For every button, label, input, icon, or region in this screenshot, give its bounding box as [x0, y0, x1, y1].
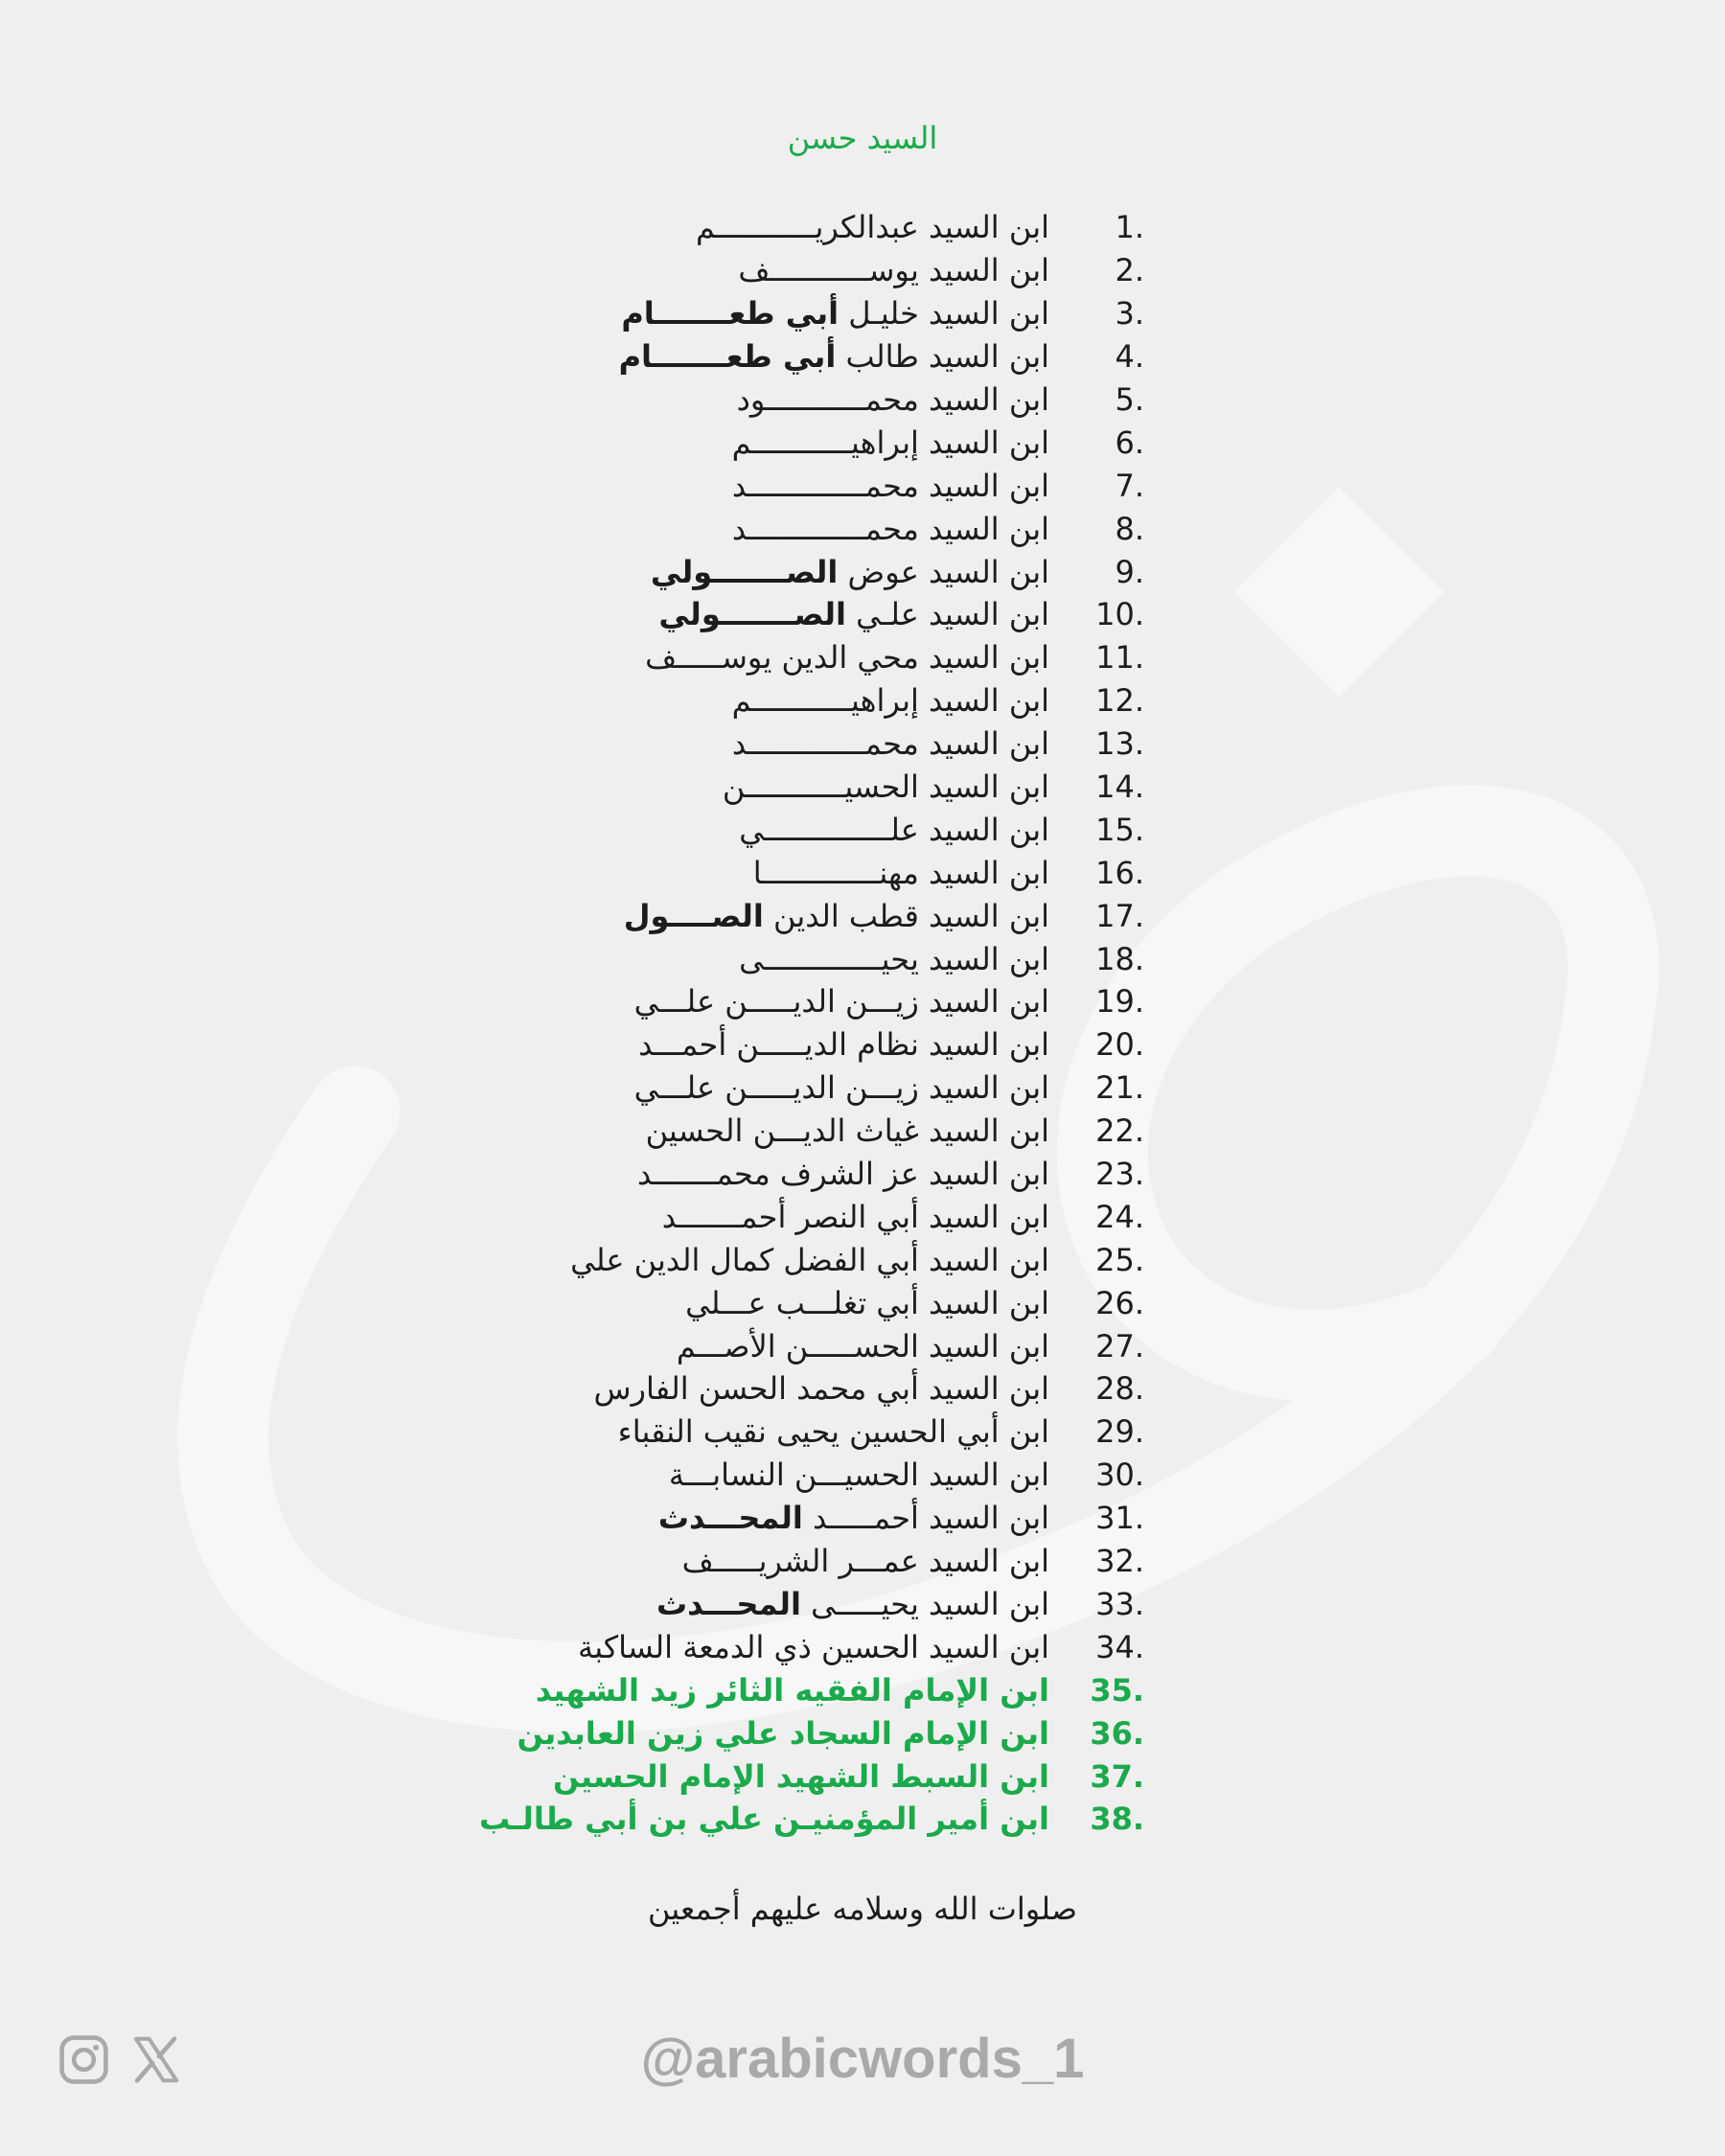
list-item [575, 507, 1150, 550]
item-number: 26. [1095, 1284, 1144, 1321]
list-item [575, 421, 1150, 464]
item-text [551, 1543, 1049, 1579]
item-number: 10. [1095, 596, 1144, 633]
item-text [551, 1328, 1049, 1365]
item-text-main: ابن السيد أبي تغلـــب عـــلي [685, 1284, 1049, 1321]
list-item [575, 1153, 1150, 1196]
item-text [551, 1199, 1049, 1235]
item-number: 9. [1115, 553, 1144, 590]
item-text-main: ابن السيد الحسين ذي الدمعة الساكبة [578, 1628, 1049, 1665]
item-number: 37. [1090, 1757, 1144, 1795]
item-text-main: ابن السيد محمـــــــــــود [736, 381, 1049, 418]
item-text-main: ابن أبي الحسين يحيى نقيب النقباء [617, 1413, 1049, 1451]
list-item [575, 378, 1150, 422]
item-text [551, 338, 1049, 375]
item-text-bold: الصـــــــولي [650, 553, 839, 590]
item-text [551, 768, 1049, 805]
list-item [575, 550, 1150, 593]
list-item [479, 1798, 1150, 1841]
item-text-main: ابن السيد مهنـــــــــــــا [752, 854, 1049, 891]
list-item [575, 1583, 1150, 1626]
item-number: 5. [1115, 381, 1144, 418]
item-number: 17. [1095, 897, 1144, 934]
item-number: 11. [1095, 639, 1144, 677]
list-item [535, 1668, 1150, 1711]
item-number: 13. [1095, 725, 1144, 763]
item-text-main: ابن السيد أبي الفضل كمال الدين علي [570, 1241, 1049, 1278]
item-text-main: ابن أمير المؤمنيـن علي بن أبي طالـب [479, 1800, 1049, 1838]
item-text [551, 1285, 1049, 1321]
item-text [551, 812, 1049, 848]
list-item [517, 1711, 1150, 1755]
closing-blessing: صلوات الله وسلامه عليهم أجمعين [647, 1891, 1078, 1927]
item-text [551, 554, 1049, 590]
item-text-main: ابن السيد محي الدين يوســـــف [645, 639, 1049, 677]
item-text-main: ابن السيد طالب [845, 338, 1049, 376]
item-number: 21. [1095, 1069, 1144, 1107]
item-number: 6. [1115, 424, 1144, 461]
item-number: 30. [1095, 1456, 1144, 1494]
item-text-bold: أبي طعـــــــام [621, 295, 840, 333]
item-text-main: ابن السيد غياث الديـــن الحسين [645, 1112, 1049, 1150]
item-text-main: ابن السيد عز الشرف محمـــــــد [637, 1156, 1049, 1193]
item-text [551, 1629, 1049, 1665]
item-number: 18. [1095, 940, 1144, 977]
list-item [575, 679, 1150, 722]
item-text [551, 1758, 1049, 1795]
item-text [551, 468, 1049, 504]
item-text-main: ابن السيد عوض [847, 553, 1049, 590]
item-text [551, 1413, 1049, 1450]
item-text-bold: الصـــــــولي [658, 596, 846, 633]
item-text-main: ابن الإمام الفقيه الثائر زيد الشهيد [535, 1671, 1049, 1709]
item-number: 20. [1095, 1026, 1144, 1064]
item-text [551, 1026, 1049, 1063]
list-item [575, 766, 1150, 809]
item-text-main: ابن السيد قطب الدين [773, 897, 1049, 934]
item-text [551, 424, 1049, 461]
item-text-main: ابن السيد إبراهيـــــــــــم [731, 682, 1049, 720]
item-number: 16. [1095, 854, 1144, 891]
list-item [575, 1411, 1150, 1454]
item-number: 22. [1095, 1112, 1144, 1150]
item-text [551, 1586, 1049, 1622]
list-item [575, 1067, 1150, 1110]
item-text-main: ابن السيد نظام الديـــــن أحمـــد [638, 1026, 1049, 1064]
list-item [575, 1023, 1150, 1067]
item-text [517, 1714, 1049, 1752]
item-text-main: ابن السيد الحسيـــــــــــن [722, 768, 1049, 806]
item-text [551, 725, 1049, 762]
item-number: 25. [1095, 1241, 1144, 1278]
item-number: 19. [1095, 983, 1144, 1021]
list-item [575, 851, 1150, 894]
item-number: 7. [1115, 467, 1144, 504]
item-text-main: ابن السيد إبراهيـــــــــــم [731, 424, 1049, 461]
page-title: السيد حسن [787, 120, 938, 156]
item-text-main: ابن السيد خليـل [848, 295, 1049, 333]
item-text-main: ابن السيد أحمـــــد [813, 1500, 1049, 1537]
item-text [551, 855, 1049, 891]
item-text-main: ابن السيد أبي النصر أحمـــــــد [661, 1198, 1049, 1235]
list-item [575, 292, 1150, 335]
list-item [575, 464, 1150, 507]
list-item [575, 335, 1150, 378]
list-item [575, 808, 1150, 851]
item-text-main: ابن السيد يحيـــــى [811, 1585, 1049, 1622]
item-text-main: ابن السيد عمـــر الشريـــــف [681, 1543, 1049, 1580]
item-text [551, 1456, 1049, 1493]
item-text [551, 639, 1049, 676]
list-item [575, 1367, 1150, 1411]
item-text [551, 596, 1049, 632]
item-text-main: ابن السيد زيـــن الديـــــن علـــي [633, 983, 1049, 1021]
item-text-main: ابن السيد الحســـــن الأصـــم [676, 1327, 1049, 1365]
item-text-bold: المحـــدث [657, 1500, 803, 1537]
item-text [479, 1800, 1049, 1838]
item-text-main: ابن الإمام السجاد علي زين العابدين [517, 1714, 1049, 1752]
item-text-main: ابن السيد علــــــــــــــي [739, 811, 1049, 848]
list-item [575, 1324, 1150, 1367]
list-item [553, 1755, 1150, 1798]
list-item [575, 249, 1150, 292]
list-item [575, 894, 1150, 937]
item-text [551, 682, 1049, 719]
item-text-main: ابن السيد محمـــــــــــــد [731, 725, 1049, 763]
item-text-main: ابن السيد أبي محمد الحسن الفارس [593, 1370, 1049, 1408]
item-text [551, 252, 1049, 288]
item-number: 35. [1090, 1671, 1144, 1709]
item-number: 23. [1095, 1156, 1144, 1193]
item-number: 15. [1095, 811, 1144, 848]
item-text [551, 1500, 1049, 1536]
item-number: 33. [1095, 1585, 1144, 1622]
account-handle: @arabicwords_1 [640, 2028, 1085, 2090]
item-number: 8. [1115, 510, 1144, 547]
list-item [575, 722, 1150, 766]
list-item [575, 636, 1150, 679]
list-item [575, 593, 1150, 636]
item-text-main: ابن السيد محمـــــــــــــد [731, 467, 1049, 504]
item-text [551, 1242, 1049, 1278]
item-number: 24. [1095, 1198, 1144, 1235]
item-text-main: ابن السيد عبدالكريـــــــــــم [696, 209, 1049, 246]
item-text [551, 1156, 1049, 1192]
item-number: 1. [1115, 209, 1144, 246]
item-text-main: ابن السبط الشهيد الإمام الحسين [553, 1757, 1049, 1795]
item-number: 2. [1115, 252, 1144, 289]
list-item [575, 1110, 1150, 1153]
item-number: 12. [1095, 682, 1144, 720]
item-text [551, 381, 1049, 418]
item-number: 31. [1095, 1500, 1144, 1537]
item-text [551, 1370, 1049, 1407]
item-text-main: ابن السيد يحيـــــــــــــى [739, 940, 1049, 977]
item-number: 27. [1095, 1327, 1144, 1365]
item-number: 38. [1090, 1800, 1144, 1838]
item-text-main: ابن السيد علـي [856, 596, 1049, 633]
item-text-main: ابن السيد زيـــن الديـــــن علـــي [633, 1069, 1049, 1107]
list-item [575, 937, 1150, 980]
item-text-main: ابن السيد الحسيـــن النسابـــة [668, 1456, 1049, 1494]
item-number: 3. [1115, 295, 1144, 333]
list-item [575, 1625, 1150, 1668]
list-item [575, 1540, 1150, 1583]
item-number: 36. [1090, 1714, 1144, 1752]
item-text-bold: أبي طعـــــــام [618, 338, 837, 376]
item-text [551, 511, 1049, 547]
list-item [575, 980, 1150, 1023]
list-item [570, 1238, 1150, 1281]
item-number: 4. [1115, 338, 1144, 376]
item-number: 32. [1095, 1543, 1144, 1580]
list-item [575, 1195, 1150, 1238]
lineage-list [479, 206, 1150, 1841]
item-text [535, 1671, 1049, 1709]
item-text [551, 1112, 1049, 1149]
item-text-bold: المحـــدث [656, 1585, 801, 1622]
item-text [551, 983, 1049, 1020]
item-text [551, 209, 1049, 245]
item-number: 34. [1095, 1628, 1144, 1665]
item-text-bold: الصــــول [623, 897, 764, 934]
item-text [551, 941, 1049, 977]
item-text [551, 1069, 1049, 1106]
item-text-main: ابن السيد يوســـــــــــف [738, 252, 1049, 289]
list-item [575, 1497, 1150, 1540]
item-text-main: ابن السيد محمـــــــــــــد [731, 510, 1049, 547]
list-item [575, 206, 1150, 249]
item-number: 14. [1095, 768, 1144, 806]
list-item [575, 1454, 1150, 1497]
item-text [551, 295, 1049, 332]
item-number: 28. [1095, 1370, 1144, 1408]
item-number: 29. [1095, 1413, 1144, 1451]
list-item [575, 1281, 1150, 1324]
item-text [551, 898, 1049, 934]
